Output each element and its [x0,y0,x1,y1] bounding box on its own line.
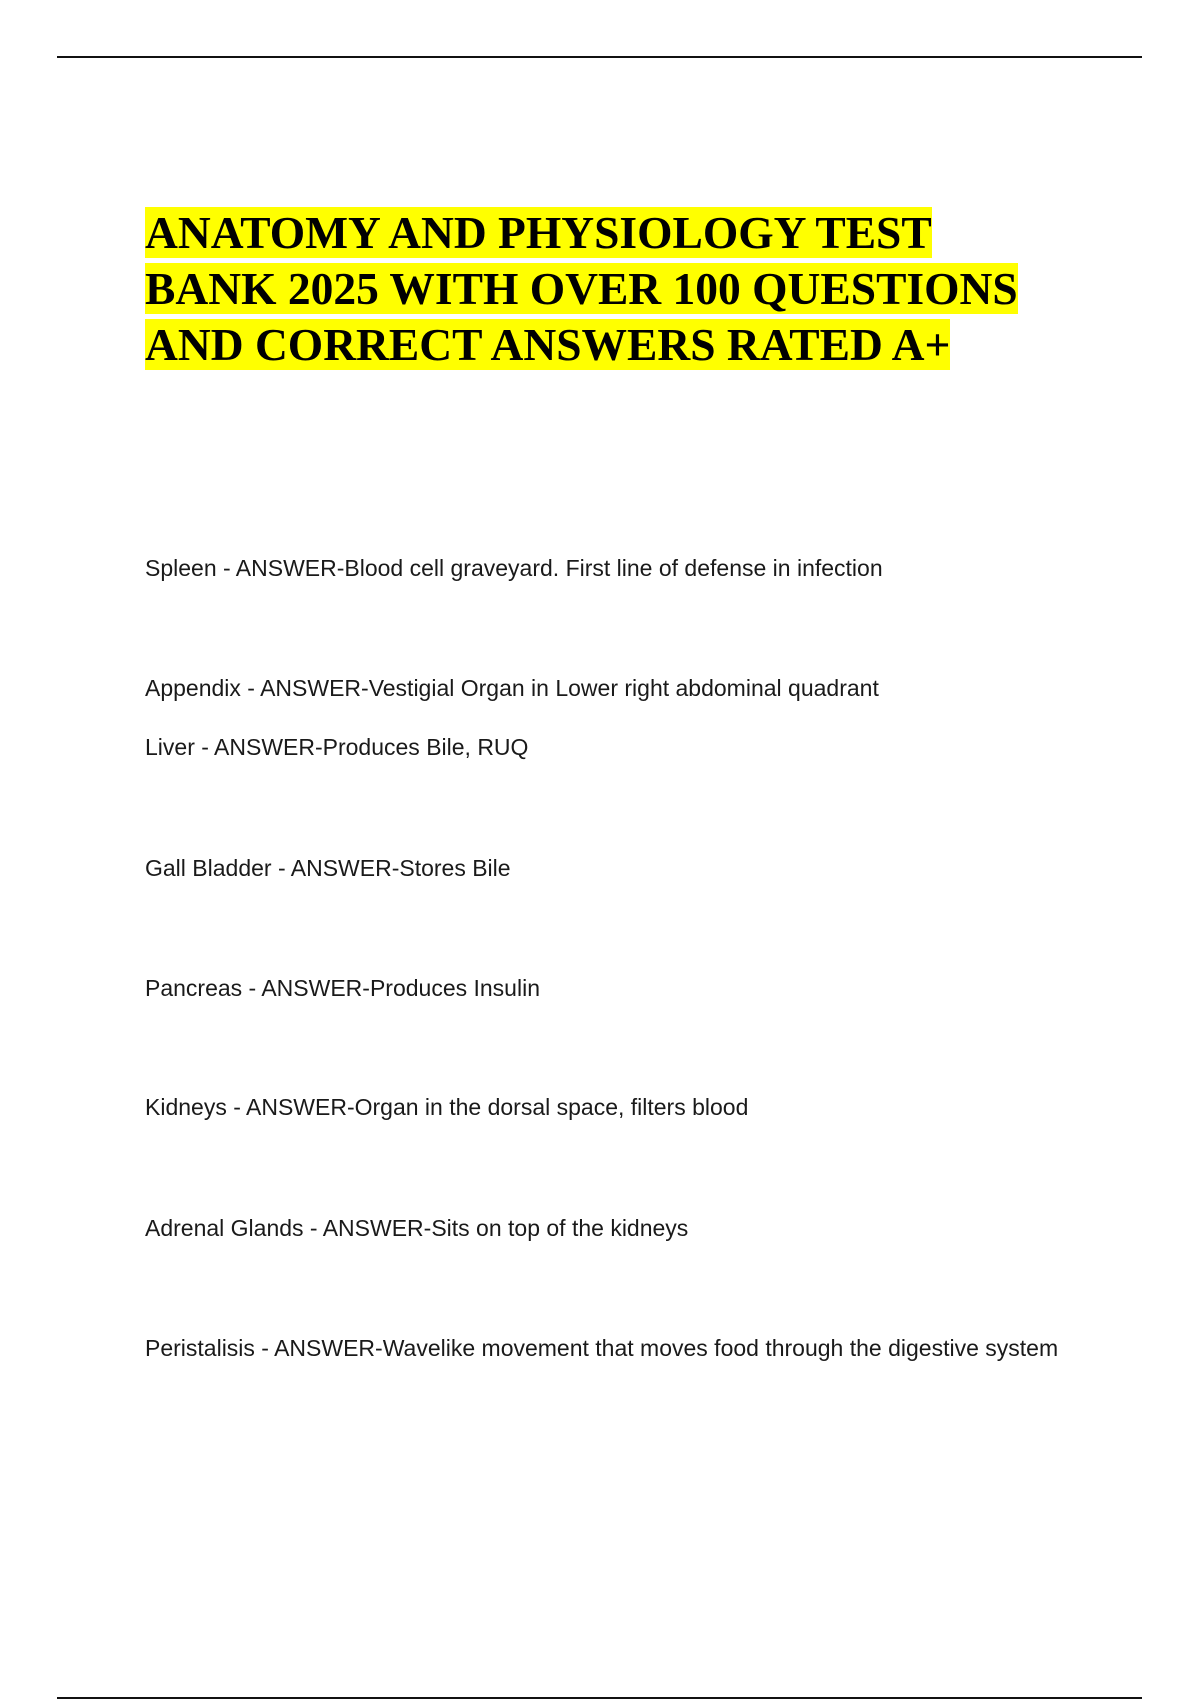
qa-entry-spleen: Spleen - ANSWER-Blood cell graveyard. First line of defense in infection [145,555,883,581]
qa-entry-pancreas: Pancreas - ANSWER-Produces Insulin [145,975,540,1001]
title-line: ANATOMY AND PHYSIOLOGY TEST [145,207,932,258]
header-rule [57,56,1142,58]
qa-entry-liver: Liver - ANSWER-Produces Bile, RUQ [145,734,529,760]
footer-rule [57,1697,1142,1699]
qa-entry-gall-bladder: Gall Bladder - ANSWER-Stores Bile [145,855,511,881]
qa-entry-appendix: Appendix - ANSWER-Vestigial Organ in Lower right abdominal quadrant [145,675,879,701]
qa-entry-kidneys: Kidneys - ANSWER-Organ in the dorsal space, filters blood [145,1094,749,1120]
document-title [145,205,1145,373]
title-line: AND CORRECT ANSWERS RATED A+ [145,319,951,370]
qa-entry-peristalisis: Peristalisis - ANSWER-Wavelike movement that moves food through the digestive system [145,1335,1059,1361]
qa-entry-adrenal-glands: Adrenal Glands - ANSWER-Sits on top of the kidneys [145,1215,689,1241]
title-line: BANK 2025 WITH OVER 100 QUESTIONS [145,263,1018,314]
